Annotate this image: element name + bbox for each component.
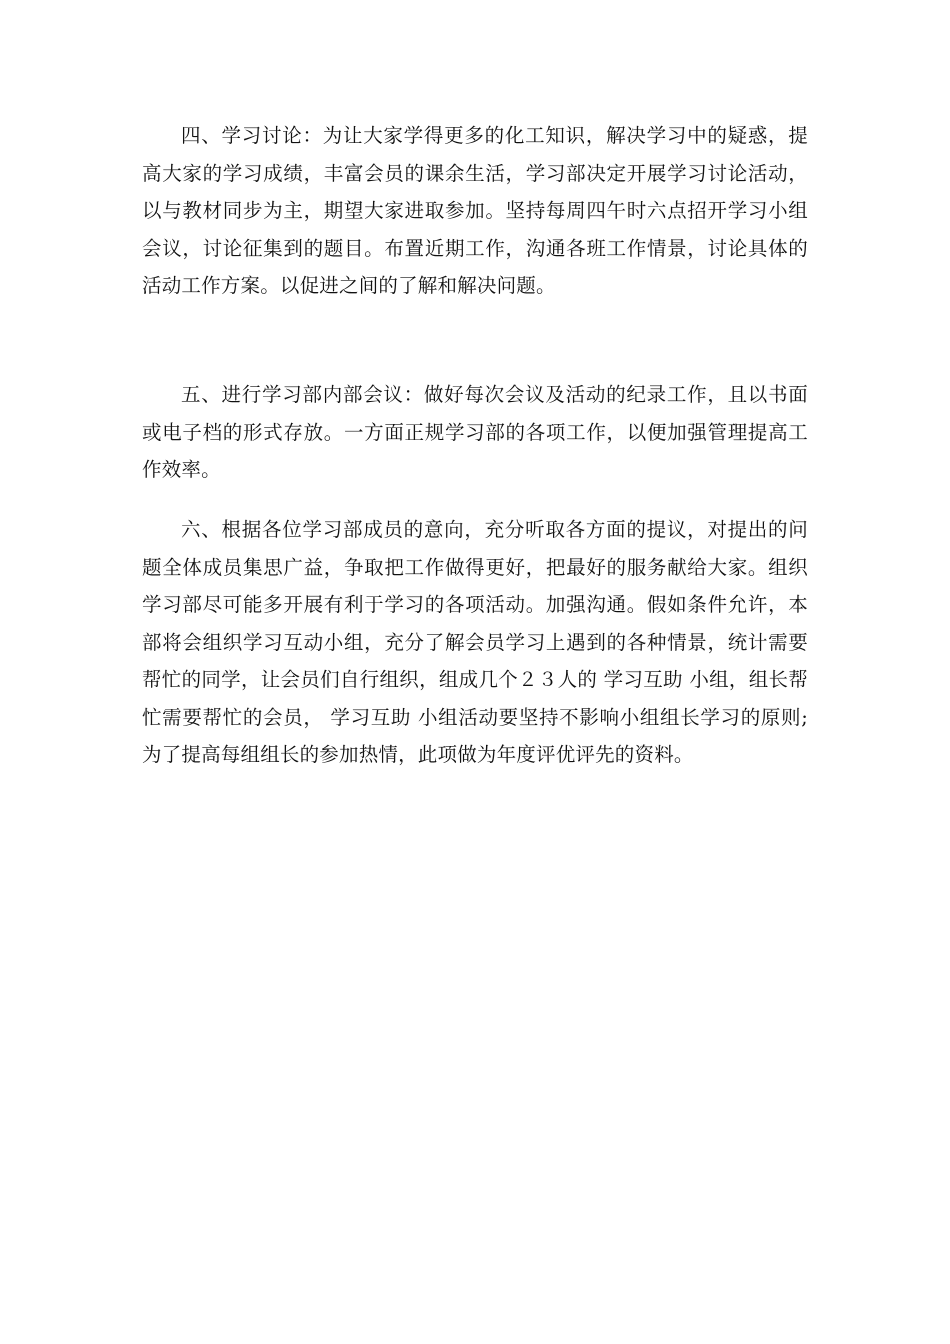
paragraph-member-opinions: 六、根据各位学习部成员的意向，充分听取各方面的提议，对提出的问题全体成员集思广益，争取把工作做得更好，把最好的服务献给大家。组织学习部尽可能多开展有利于学习的各项活动。加强沟通。假如条件允许，本部将会组织学习互动小组，充分了解会员学习上遇到的各种情景，统计需要帮忙的同学，让会员们自行组织，组成几个２３人的 学习互助 小组，组长帮忙需要帮忙的会员， 学习互助 小组活动要坚持不影响小组组长学习的原则;为了提高每组组长的参加热情，此项做为年度评优评先的资料。 xyxy=(142,518,808,766)
paragraph-internal-meeting: 五、进行学习部内部会议：做好每次会议及活动的纪录工作，且以书面或电子档的形式存放。一方面正规学习部的各项工作，以便加强管理提高工作效率。 xyxy=(142,383,808,481)
paragraph-study-discussion: 四、学习讨论：为让大家学得更多的化工知识，解决学习中的疑惑，提高大家的学习成绩，丰富会员的课余生活，学习部决定开展学习讨论活动，以与教材同步为主，期望大家进取参加。坚持每周四午时六点招开学习小组会议，讨论征集到的题目。布置近期工作，沟通各班工作情景，讨论具体的活动工作方案。以促进之间的了解和解决问题。 xyxy=(142,124,808,297)
